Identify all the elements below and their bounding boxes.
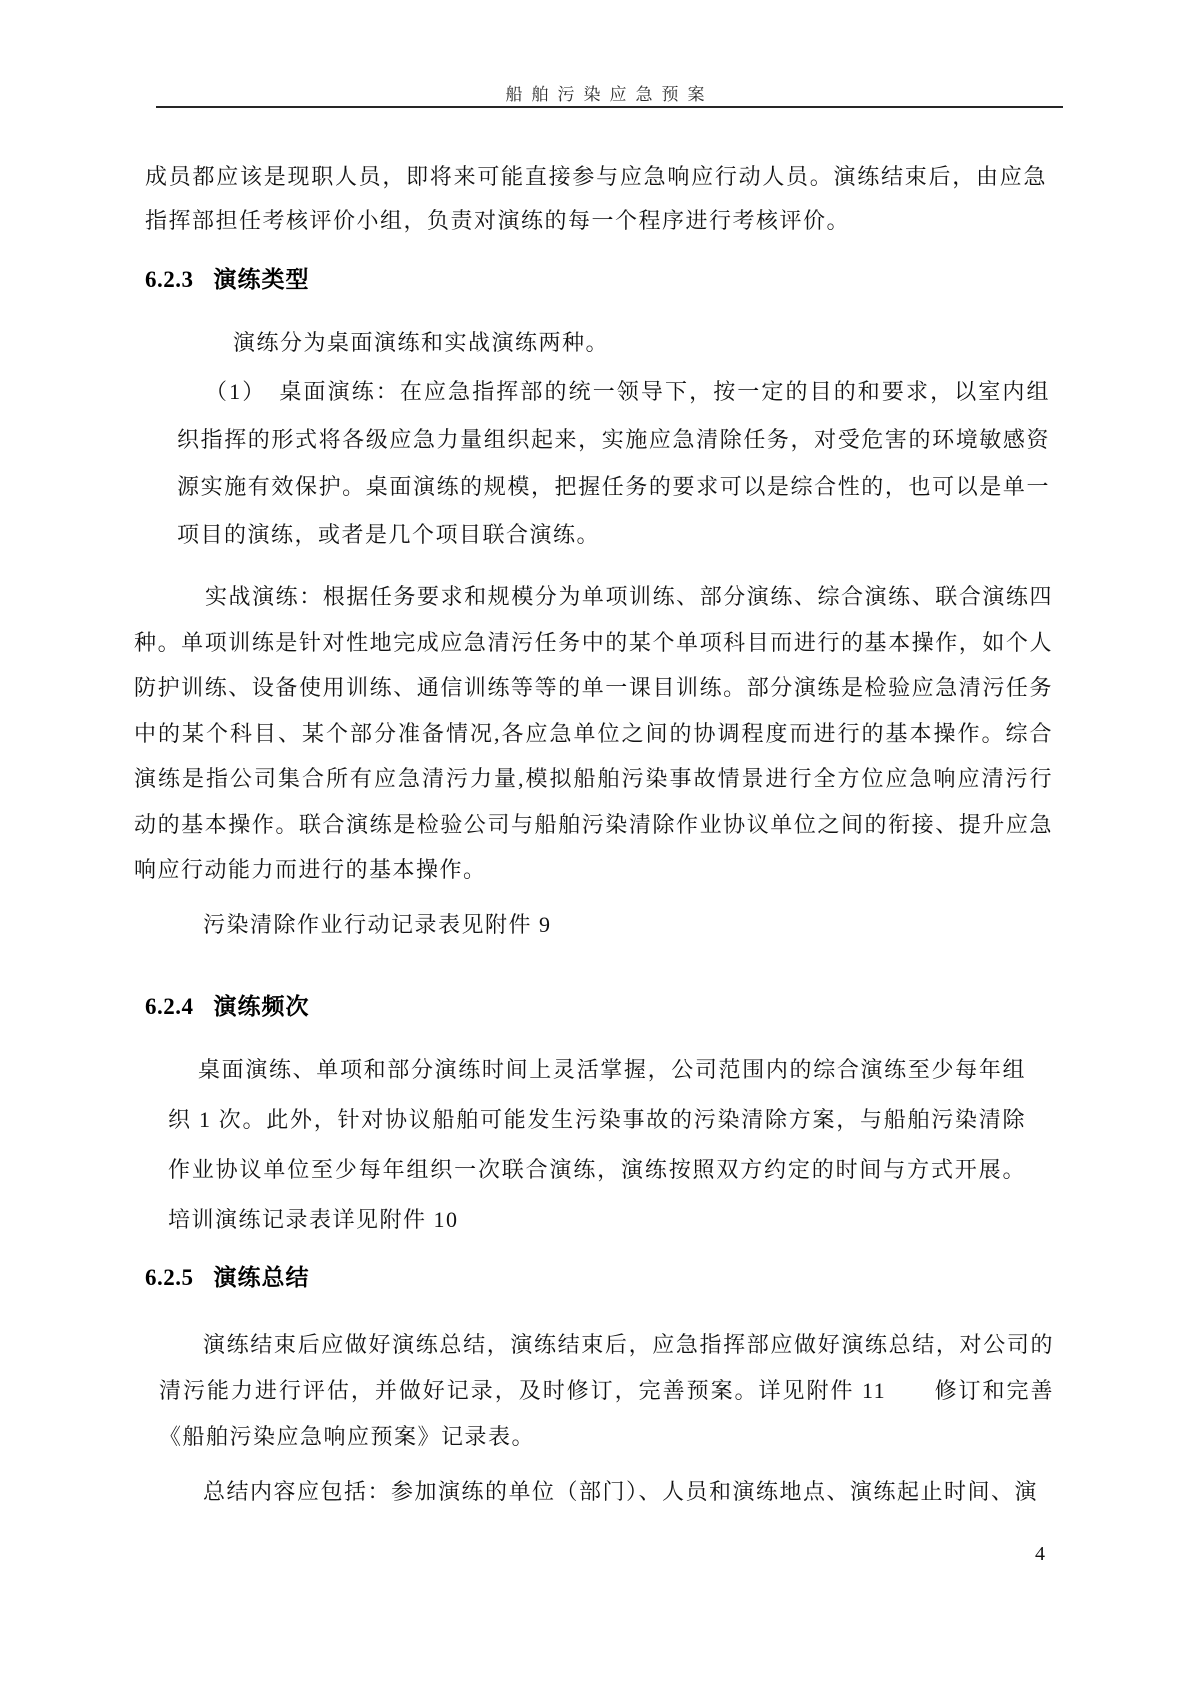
section-title: 演练类型 [213,267,310,292]
page-number: 4 [1035,1543,1045,1565]
section-number: 6.2.5 [145,1265,194,1290]
paragraph-drill-summary: 演练结束后应做好演练总结，演练结束后，应急指挥部应做好演练总结，对公司的清污能力进行评估，并做好记录，及时修订，完善预案。详见附件 11 修订和完善《船舶污染应急响应预案》记录表。 [159,1332,1054,1449]
section-heading-623 [145,263,310,297]
paragraph-drill-types-overview: 演练分为桌面演练和实战演练两种。 [233,330,610,355]
paragraph-drill-frequency: 桌面演练、单项和部分演练时间上灵活掌握，公司范围内的综合演练至少每年组织 1 次。此外，针对协议船舶可能发生污染事故的污染清除方案，与船舶污染清除作业协议单位至少每年组织一次联合演练，演练按照双方约定的时间与方式开展。培训演练记录表详见附件 10 [168,1057,1026,1232]
paragraph-practical-drill: 实战演练：根据任务要求和规模分为单项训练、部分演练、综合演练、联合演练四种。单项训练是针对性地完成应急清污任务中的某个单项科目而进行的基本操作，如个人防护训练、设备使用训练、通信训练等等的单一课目训练。部分演练是检验应急清污任务中的某个科目、某个部分准备情况,各应急单位之间的协调程度而进行的基本操作。综合演练是指公司集合所有应急清污力量,模拟船舶污染事故情景进行全方位应急响应清污行动的基本操作。联合演练是检验公司与船舶污染清除作业协议单位之间的衔接、提升应急响应行动能力而进行的基本操作。 [134,584,1053,882]
section-number: 6.2.3 [145,267,194,292]
paragraph-attachment-9: 污染清除作业行动记录表见附件 9 [203,912,552,937]
paragraph-summary-content: 总结内容应包括：参加演练的单位（部门）、人员和演练地点、演练起止时间、演 [203,1479,1039,1504]
section-heading-624 [145,990,310,1024]
paragraph-intro: 成员都应该是现职人员，即将来可能直接参与应急响应行动人员。演练结束后，由应急指挥部担任考核评价小组，负责对演练的每一个程序进行考核评价。 [145,164,1047,233]
header-divider [156,106,1063,108]
section-heading-625 [145,1261,310,1295]
paragraph-desktop-drill: （1） 桌面演练：在应急指挥部的统一领导下，按一定的目的和要求，以室内组织指挥的形式将各级应急力量组织起来，实施应急清除任务，对受危害的环境敏感资源实施有效保护。桌面演练的规模，把握任务的要求可以是综合性的，也可以是单一项目的演练，或者是几个项目联合演练。 [177,379,1050,547]
running-header-title: 船舶污染应急预案 [505,85,714,104]
section-title: 演练频次 [213,994,310,1019]
section-number: 6.2.4 [145,994,194,1019]
section-title: 演练总结 [213,1265,310,1290]
